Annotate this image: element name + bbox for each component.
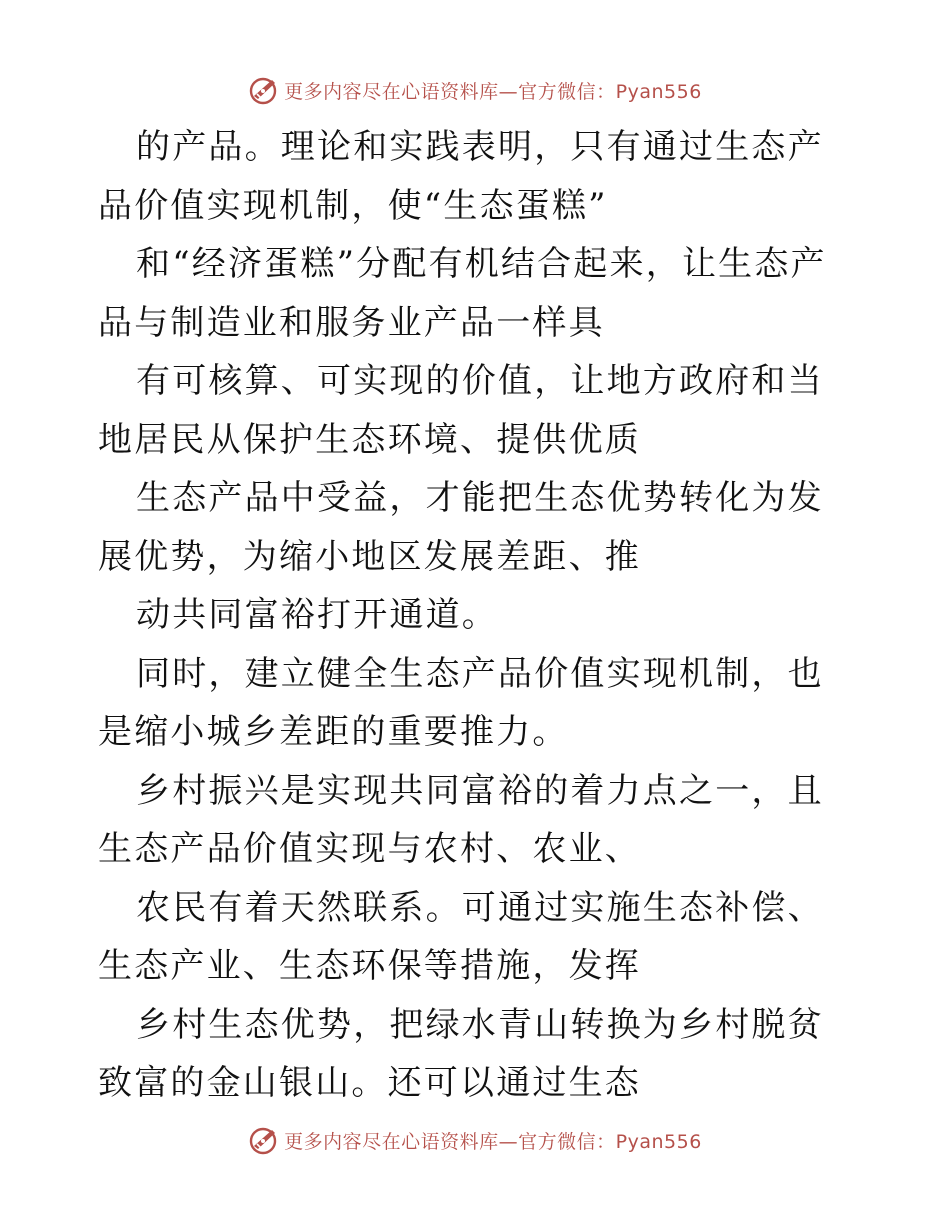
header-watermark-banner	[0, 70, 950, 110]
quill-pen-logo-icon	[248, 74, 280, 106]
paragraph-1: 的产品。理论和实践表明，只有通过生态产品价值实现机制，使“生态蛋糕”	[98, 127, 824, 226]
paragraph-8: 农民有着天然联系。可通过实施生态补偿、生态产业、生态环保等措施，发挥	[98, 887, 824, 986]
paragraph-7: 乡村振兴是实现共同富裕的着力点之一，且生态产品价值实现与农村、农业、	[98, 770, 824, 869]
paragraph-9: 乡村生态优势，把绿水青山转换为乡村脱贫致富的金山银山。还可以通过生态	[98, 1004, 824, 1103]
footer-watermark-banner	[0, 1120, 950, 1160]
paragraph-5: 动共同富裕打开通道。	[136, 595, 498, 635]
header-watermark-text: 更多内容尽在心语资料库—官方微信：Pyan556	[284, 80, 702, 103]
paragraph-6: 同时，建立健全生态产品价值实现机制，也是缩小城乡差距的重要推力。	[98, 653, 824, 752]
paragraph-2: 和“经济蛋糕”分配有机结合起来，让生态产品与制造业和服务业产品一样具	[98, 244, 827, 343]
quill-pen-logo-icon	[248, 1124, 280, 1156]
document-body	[98, 118, 858, 1113]
footer-watermark-text: 更多内容尽在心语资料库—官方微信：Pyan556	[284, 1130, 702, 1153]
paragraph-4: 生态产品中受益，才能把生态优势转化为发展优势，为缩小地区发展差距、推	[98, 478, 824, 577]
paragraph-3: 有可核算、可实现的价值，让地方政府和当地居民从保护生态环境、提供优质	[98, 361, 824, 460]
